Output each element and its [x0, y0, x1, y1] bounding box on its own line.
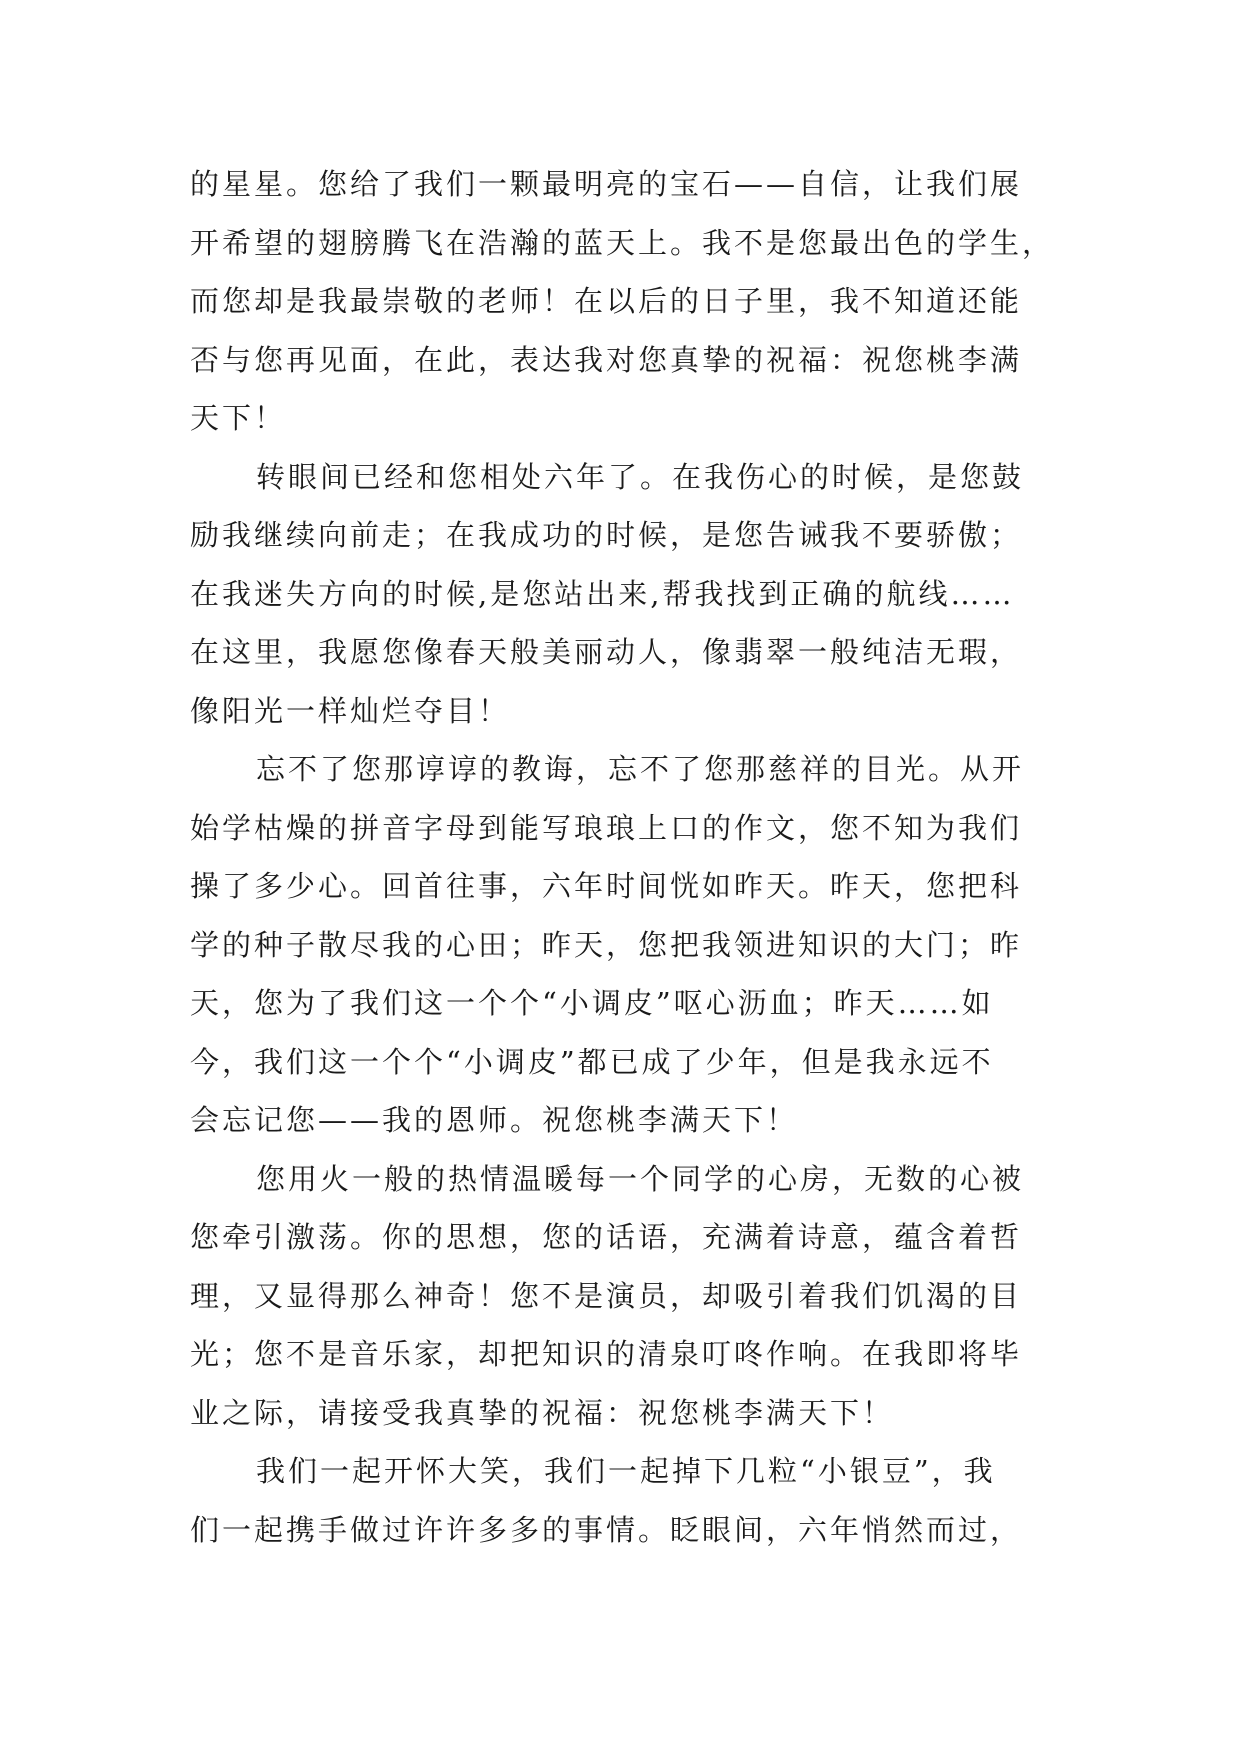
text-line: 操了多少心。回首往事，六年时间恍如昨天。昨天，您把科 [190, 869, 1023, 903]
text-line: 而您却是我最崇敬的老师！在以后的日子里，我不知道还能 [190, 284, 1023, 318]
text-line: 您用火一般的热情温暖每一个同学的心房，无数的心被 [256, 1161, 1025, 1196]
paragraph-5 [190, 1442, 1050, 1559]
text-line: 天，您为了我们这一个个“小调皮”呕心沥血；昨天……如 [190, 986, 994, 1020]
text-line: 像阳光一样灿烂夺目！ [190, 693, 511, 728]
paragraph-4 [190, 1150, 1050, 1443]
document-body [190, 155, 1055, 1559]
text-line: 否与您再见面，在此，表达我对您真挚的祝福：祝您桃李满 [190, 342, 1023, 377]
text-line: 天下！ [190, 401, 287, 435]
text-line: 业之际，请接受我真挚的祝福：祝您桃李满天下！ [190, 1395, 895, 1430]
text-line: 在这里，我愿您像春天般美丽动人，像翡翠一般纯洁无瑕， [190, 635, 1023, 669]
text-line: 在我迷失方向的时候,是您站出来,帮我找到正确的航线…… [190, 576, 1015, 611]
paragraph-2 [190, 448, 1050, 741]
text-line: 转眼间已经和您相处六年了。在我伤心的时候，是您鼓 [256, 459, 1025, 494]
text-line: 光；您不是音乐家，却把知识的清泉叮咚作响。在我即将毕 [190, 1337, 1023, 1371]
text-line: 今，我们这一个个“小调皮”都已成了少年，但是我永远不 [190, 1044, 994, 1079]
text-line: 的星星。您给了我们一颗最明亮的宝石——自信，让我们展 [190, 167, 1023, 201]
text-line: 开希望的翅膀腾飞在浩瀚的蓝天上。我不是您最出色的学生， [190, 225, 1055, 260]
text-line: 忘不了您那谆谆的教诲，忘不了您那慈祥的目光。从开 [256, 752, 1025, 786]
text-line: 励我继续向前走；在我成功的时候，是您告诫我不要骄傲； [190, 518, 1023, 552]
text-line: 我们一起开怀大笑，我们一起掉下几粒“小银豆”，我 [256, 1454, 996, 1488]
text-line: 始学枯燥的拼音字母到能写琅琅上口的作文，您不知为我们 [190, 810, 1023, 845]
text-line: 会忘记您——我的恩师。祝您桃李满天下！ [190, 1103, 799, 1137]
text-line: 您牵引激荡。你的思想，您的话语，充满着诗意，蕴含着哲 [190, 1220, 1023, 1254]
text-line: 学的种子散尽我的心田；昨天，您把我领进知识的大门；昨 [190, 927, 1023, 962]
text-line: 理，又显得那么神奇！您不是演员，却吸引着我们饥渴的目 [190, 1278, 1023, 1313]
text-line: 们一起携手做过许许多多的事情。眨眼间，六年悄然而过， [190, 1512, 1023, 1547]
paragraph-3 [190, 740, 1050, 1150]
paragraph-1 [190, 155, 1055, 448]
